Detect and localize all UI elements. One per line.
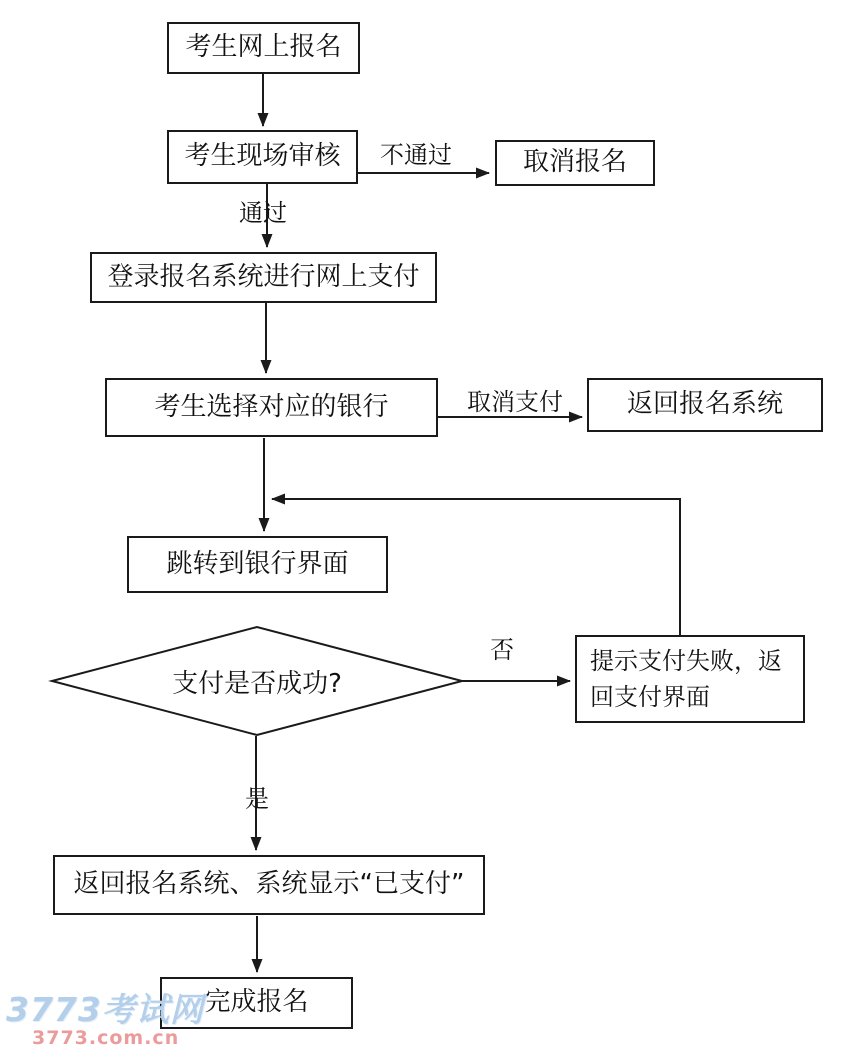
watermark-site-url: 3773.com.cn (32, 1027, 180, 1049)
edge-label-pass: 通过 (239, 199, 287, 227)
node-bank-page: 跳转到银行界面 (127, 536, 388, 593)
edge-label-not-pass: 不通过 (380, 141, 452, 169)
node-complete: 完成报名 (160, 977, 353, 1029)
watermark-site-name: 3773考试网 (6, 990, 204, 1029)
edge-label-no: 否 (490, 636, 514, 664)
edge-label-yes: 是 (245, 785, 269, 813)
node-pay-fail: 提示支付失败，返回支付界面 (575, 635, 805, 723)
node-review: 考生现场审核 (167, 130, 358, 184)
node-pay-success-decision: 支付是否成功? (172, 668, 342, 699)
node-paid-shown: 返回报名系统、系统显示“已支付” (53, 855, 485, 915)
node-cancel: 取消报名 (495, 140, 655, 186)
node-register: 考生网上报名 (167, 22, 360, 74)
node-select-bank: 考生选择对应的银行 (105, 378, 438, 437)
edge-label-cancel-pay: 取消支付 (467, 388, 563, 416)
node-return-system: 返回报名系统 (587, 378, 823, 432)
node-login-pay: 登录报名系统进行网上支付 (90, 252, 437, 303)
